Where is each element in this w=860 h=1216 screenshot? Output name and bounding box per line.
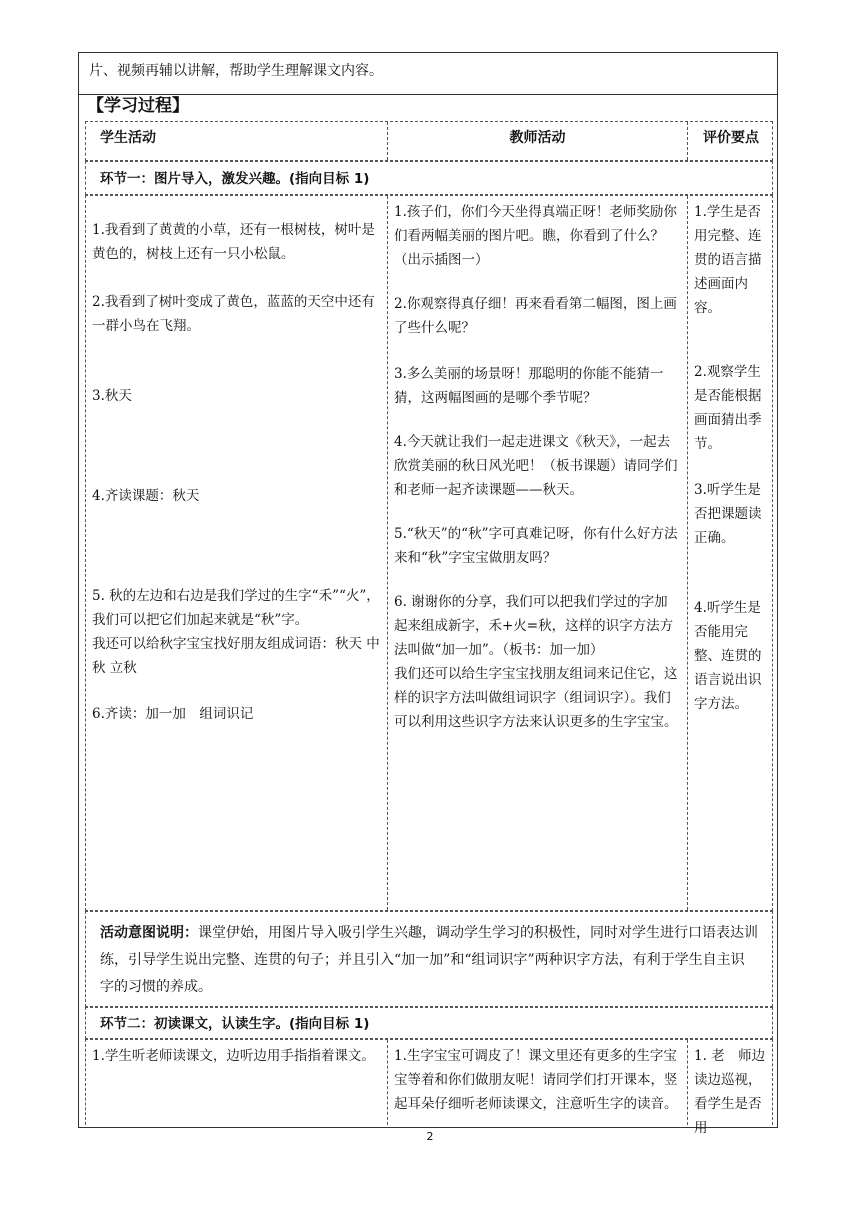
stage1-student-3: 3.秋天 xyxy=(92,388,132,404)
stage1-student-6: 6.齐读：加一加 组词识记 xyxy=(92,706,254,722)
stage1-teacher-3: 3.多么美丽的场景呀！那聪明的你能不能猜一猜，这两幅图画的是哪个季节呢？ xyxy=(394,366,664,406)
stage2-teacher-cell: 1.生字宝宝可调皮了！课文里还有更多的生字宝宝等着和你们做朋友呢！请同学们打开课本，竖起耳朵仔细听老师读课文，注意听生字的读音。 xyxy=(388,1040,688,1125)
stage1-teacher-4: 4.今天就让我们一起走进课文《秋天》，一起去欣赏美丽的秋日风光吧！（板书课题）请同学们和老师一起齐读课题——秋天。 xyxy=(394,434,678,498)
stage1-student-4: 4.齐读课题：秋天 xyxy=(92,488,200,504)
stage2-eval-cell: 1. 老 师边读边巡视，看学生是否用 xyxy=(694,1048,766,1136)
intent-cell xyxy=(86,912,772,1006)
section-title: 【学习过程】 xyxy=(87,96,189,116)
stage1-eval-2: 2.观察学生是否能根据画面猜出季节。 xyxy=(694,364,762,452)
stage1-teacher-1: 1.孩子们，你们今天坐得真端正呀！老师奖励你们看两幅美丽的图片吧。瞧，你看到了什么？ xyxy=(394,204,677,244)
stage1-student-5b: 我还可以给秋字宝宝找好朋友组成词语：秋天 中秋 立秋 xyxy=(92,636,380,676)
stage1-teacher-1b: （出示插图一） xyxy=(394,252,489,268)
header-teacher: 教师活动 xyxy=(388,122,688,160)
table-header-row xyxy=(85,121,773,161)
stage1-eval-cell xyxy=(688,196,774,910)
learning-process-table xyxy=(85,121,773,1136)
stage2-title-row xyxy=(85,1007,773,1039)
stage1-title: 环节一：图片导入，激发兴趣。(指向目标 1) xyxy=(100,171,370,187)
intro-line: 片、视频再辅以讲解，帮助学生理解课文内容。 xyxy=(79,53,777,95)
stage2-student-cell: 1.学生听老师读课文，边听边用手指指着课文。 xyxy=(86,1040,388,1125)
stage1-eval-3: 3.听学生是否把课题读正确。 xyxy=(694,482,762,546)
page-number: 2 xyxy=(426,1130,434,1143)
intent-text: 课堂伊始，用图片导入吸引学生兴趣，调动学生学习的积极性，同时对学生进行口语表达训练，引导学生说出完整、连贯的句子；并且引入“加一加”和“组词识字”两种识字方法，有利于学生自主识字的习惯的养成。 xyxy=(100,925,758,995)
intent-label: 活动意图说明： xyxy=(100,925,198,941)
stage1-student-cell xyxy=(86,196,388,910)
stage1-student-1: 1.我看到了黄黄的小草，还有一根树枝，树叶是黄色的，树枝上还有一只小松鼠。 xyxy=(92,222,375,262)
stage1-teacher-2: 2.你观察得真仔细！再来看看第二幅图，图上画了些什么呢？ xyxy=(394,296,677,336)
header-eval: 评价要点 xyxy=(703,130,759,146)
document-page xyxy=(78,52,778,1136)
stage1-student-2: 2.我看到了树叶变成了黄色，蓝蓝的天空中还有一群小鸟在飞翔。 xyxy=(92,294,375,334)
stage1-teacher-5: 5.“秋天”的“秋”字可真难记呀，你有什么好方法来和“秋”字宝宝做朋友吗？ xyxy=(394,526,678,566)
stage1-eval-4: 4.听学生是否能用完整、连贯的语言说出识字方法。 xyxy=(694,600,762,712)
intent-row xyxy=(85,911,773,1007)
stage2-title: 环节二：初读课文，认读生字。(指向目标 1) xyxy=(100,1016,370,1032)
stage1-eval-1: 1.学生是否用完整、连贯的语言描述画面内容。 xyxy=(694,204,762,316)
stage1-teacher-cell xyxy=(388,196,688,910)
stage1-teacher-6: 6. 谢谢你的分享，我们可以把我们学过的字加起来组成新字，禾+火=秋，这样的识字方法方法叫做“加一加”。（板书：加一加） xyxy=(394,594,674,658)
stage1-title-row xyxy=(85,161,773,195)
header-student: 学生活动 xyxy=(86,122,388,160)
stage1-student-5: 5. 秋的左边和右边是我们学过的生字“禾”“火”，我们可以把它们加起来就是“秋”字。 xyxy=(92,588,380,628)
stage1-teacher-6b: 我们还可以给生字宝宝找朋友组词来记住它，这样的识字方法叫做组词识字（组词识字）。我们可以利用这些识字方法来认识更多的生字宝宝。 xyxy=(394,666,678,730)
stage1-content-row xyxy=(85,195,773,911)
stage2-content-row xyxy=(85,1039,773,1136)
